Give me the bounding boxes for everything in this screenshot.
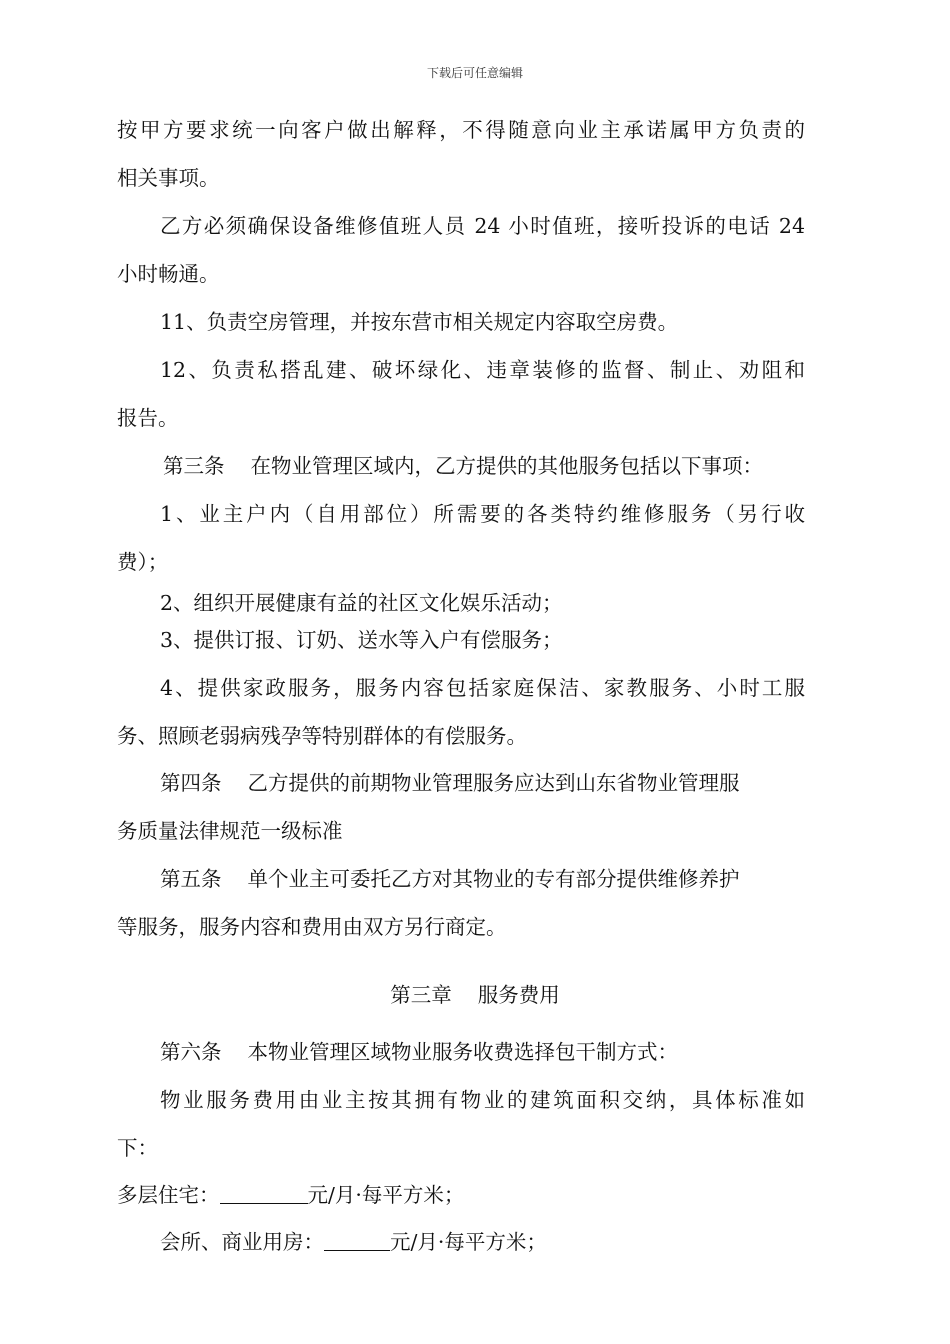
text-line: 3、提供订报、订奶、送水等入户有偿服务； (160, 628, 563, 652)
text-line: 物业服务费用由业主按其拥有物业的建筑面积交纳，具体标准如 (160, 1088, 805, 1112)
article-line (160, 773, 740, 794)
article-number: 第六条 (160, 1040, 222, 1064)
chapter-heading (0, 985, 950, 1006)
article-text: 本物业管理区域物业服务收费选择包干制方式： (247, 1040, 678, 1064)
text-line: 务、照顾老弱病残孕等特别群体的有偿服务。 (117, 724, 527, 748)
text-line: 费）； (117, 550, 169, 574)
chapter-title: 服务费用 (477, 983, 560, 1007)
article-number: 第四条 (160, 771, 222, 795)
article-text: 单个业主可委托乙方对其物业的专有部分提供维修养护 (247, 867, 740, 891)
fee-line (160, 1232, 547, 1253)
article-number: 第三条 (163, 454, 225, 478)
fee-blank (324, 1232, 390, 1251)
text-line: 等服务，服务内容和费用由双方另行商定。 (117, 915, 507, 939)
fee-unit: 元/月·每平方米； (390, 1230, 547, 1254)
article-line (160, 869, 740, 890)
text-line: 1、业主户内（自用部位）所需要的各类特约维修服务（另行收 (160, 502, 805, 526)
article-line (160, 1042, 678, 1063)
text-line: 下： (117, 1136, 158, 1160)
text-line: 12、负责私搭乱建、破坏绿化、违章装修的监督、制止、劝阻和 (160, 358, 805, 382)
text-line: 小时畅通。 (117, 262, 220, 286)
text-line: 2、组织开展健康有益的社区文化娱乐活动； (160, 591, 563, 615)
page-header: 下载后可任意编辑 (426, 66, 523, 80)
text-line: 4、提供家政服务，服务内容包括家庭保洁、家教服务、小时工服 (160, 676, 805, 700)
chapter-number: 第三章 (390, 983, 452, 1007)
article-line (163, 456, 763, 477)
text-line: 11、负责空房管理，并按东营市相关规定内容取空房费。 (160, 310, 679, 334)
article-number: 第五条 (160, 867, 222, 891)
fee-unit: 元/月·每平方米； (307, 1183, 465, 1207)
article-text: 乙方提供的前期物业管理服务应达到山东省物业管理服 (247, 771, 740, 795)
fee-label: 会所、商业用房： (160, 1230, 324, 1254)
text-line: 乙方必须确保设备维修值班人员 24 小时值班，接听投诉的电话 24 (160, 214, 805, 238)
text-line: 务质量法律规范一级标准 (117, 819, 343, 843)
fee-line (117, 1185, 464, 1206)
fee-label: 多层住宅： (117, 1183, 220, 1207)
text-line: 按甲方要求统一向客户做出解释，不得随意向业主承诺属甲方负责的 (117, 118, 805, 142)
article-text: 在物业管理区域内，乙方提供的其他服务包括以下事项： (250, 454, 763, 478)
text-line: 报告。 (117, 406, 179, 430)
fee-blank (220, 1185, 308, 1204)
text-line: 相关事项。 (117, 166, 220, 190)
